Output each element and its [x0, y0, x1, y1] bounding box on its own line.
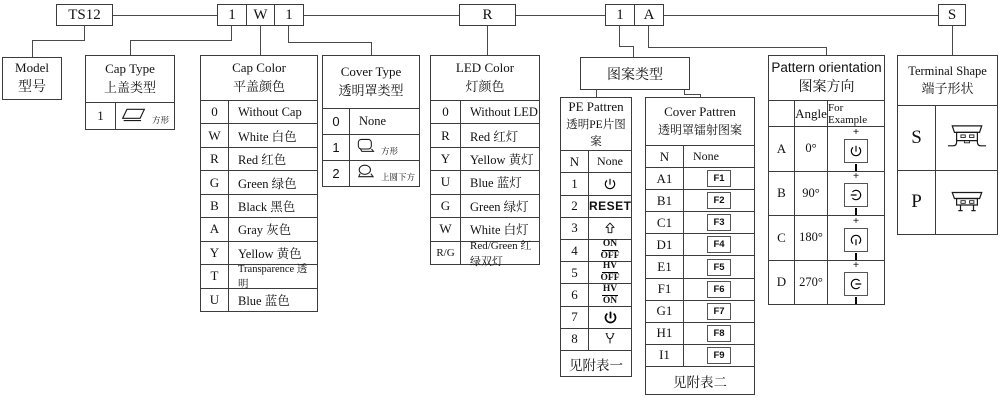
connector-line	[596, 90, 597, 97]
round-top-cover-icon	[354, 162, 380, 185]
table-row	[561, 284, 631, 306]
table-row	[646, 256, 754, 278]
fkey-box: F3	[707, 214, 731, 231]
table-row	[431, 171, 539, 194]
row-angle: 270°	[795, 261, 828, 305]
fkey-box: F4	[707, 236, 731, 253]
row-code: T	[201, 265, 229, 287]
cover-pattern-table	[645, 97, 755, 395]
up-arrow-icon	[589, 218, 631, 239]
table-row	[561, 173, 631, 195]
row-code: 2	[323, 161, 350, 186]
row-label: White 白色	[238, 129, 297, 144]
table-row	[431, 239, 539, 268]
connector-line	[32, 40, 85, 41]
row-code: R	[431, 124, 461, 146]
power-icon	[589, 173, 631, 194]
table-row	[769, 216, 884, 261]
row-angle: 0°	[795, 127, 828, 171]
row-label: Green 绿色	[238, 176, 297, 191]
connector-line	[84, 26, 85, 40]
row-code: R/G	[431, 242, 461, 264]
row-code: 0	[431, 101, 461, 123]
row-label: Yellow 黄色	[238, 246, 302, 261]
cap-type-title-en: Cap Type	[105, 61, 155, 77]
table-row	[201, 218, 317, 241]
code-box-cover-type: 1	[274, 4, 304, 26]
cover-pattern-title-en: Cover Pattren	[664, 104, 736, 120]
orientation-header-row	[769, 101, 884, 127]
row-code: I1	[646, 345, 684, 366]
row-code: G	[201, 171, 229, 193]
table-row	[561, 262, 631, 284]
connector-line	[684, 94, 701, 95]
led-color-title-en: LED Color	[455, 60, 515, 76]
row-code: G	[431, 195, 461, 217]
code-box-cap-color: W	[246, 4, 275, 26]
terminal-title-en: Terminal Shape	[908, 64, 987, 79]
connector-line	[619, 26, 620, 46]
table-row	[646, 279, 754, 301]
fkey-box: F2	[707, 192, 731, 209]
row-code: R	[201, 148, 229, 170]
terminal-title-zh: 端子形状	[921, 81, 974, 97]
table-row	[431, 148, 539, 171]
connector-line	[487, 26, 488, 55]
code-box-model: TS12	[56, 4, 113, 26]
fkey-box: F7	[707, 303, 731, 320]
fkey-box: F8	[707, 325, 731, 342]
fkey-box: F6	[707, 281, 731, 298]
connector-line	[952, 26, 953, 55]
row-code: 5	[561, 262, 589, 283]
row-code: W	[201, 124, 229, 146]
model-title-en: Model	[15, 59, 49, 75]
power-icon	[844, 139, 868, 163]
row-code: 4	[561, 240, 589, 261]
row-code: E1	[646, 256, 684, 277]
connector-line	[32, 40, 33, 57]
table-row	[646, 168, 754, 190]
row-code: P	[898, 171, 936, 235]
row-code: 8	[561, 329, 589, 350]
row-code: 0	[323, 109, 350, 134]
row-code: Y	[201, 242, 229, 264]
power-icon	[844, 228, 868, 252]
code-box-cap-type: 1	[217, 4, 247, 26]
table-row	[646, 212, 754, 234]
cap-type-row-label: 方形	[151, 115, 169, 125]
blank-cell	[769, 101, 795, 126]
lamp-icon	[589, 329, 631, 350]
table-row	[201, 289, 317, 311]
table-row	[431, 124, 539, 147]
code-box-pattern: 1	[605, 4, 635, 26]
row-code: U	[431, 171, 461, 193]
row-code: F1	[646, 279, 684, 300]
table-row	[898, 106, 997, 171]
orientation-table	[768, 55, 885, 305]
pattern-group-title: 图案类型	[607, 67, 663, 83]
row-label: Black 黑色	[238, 199, 296, 214]
example-column-header: For Example	[828, 101, 868, 126]
row-label: Blue 蓝色	[238, 293, 290, 308]
hv-off-label: $\frac{HV}{\text{OFF}}$	[600, 261, 620, 284]
row-code: N	[646, 146, 684, 167]
table-row	[201, 264, 317, 291]
row-label: 上圆下方	[381, 172, 416, 182]
angle-column-header: Angle	[795, 101, 828, 126]
fkey-box: F9	[707, 347, 731, 364]
row-code: H1	[646, 323, 684, 344]
table-row	[769, 172, 884, 217]
power-icon	[844, 183, 868, 207]
terminal-shape-table	[897, 55, 998, 235]
row-label: Gray 灰色	[238, 223, 292, 238]
cover-type-table	[322, 55, 420, 187]
orientation-title-zh: 图案方向	[798, 79, 855, 95]
row-code: A1	[646, 168, 684, 189]
row-label: Yellow 黄灯	[470, 153, 534, 168]
table-row	[769, 127, 884, 172]
row-code: B1	[646, 190, 684, 211]
row-label: Without Cap	[238, 104, 302, 119]
connector-line	[130, 40, 131, 55]
cap-type-code: 1	[86, 103, 116, 129]
row-code: D1	[646, 234, 684, 255]
connector-line	[633, 46, 634, 57]
row-label: RESET	[589, 199, 632, 214]
row-label: Red 红色	[238, 153, 287, 168]
pe-pattern-title-en: PE Pattren	[568, 99, 624, 114]
row-code: Y	[431, 148, 461, 170]
pe-pattern-table	[560, 97, 632, 377]
cap-type-table	[85, 55, 175, 130]
row-angle: 180°	[795, 216, 828, 260]
row-code: 7	[561, 307, 589, 328]
connector-line	[288, 26, 289, 42]
table-row	[201, 148, 317, 171]
code-box-led-color: R	[459, 4, 516, 26]
row-code: 1	[561, 173, 589, 194]
hv-on-label: $\frac{HV}{ON}$	[602, 283, 618, 306]
orientation-example-180deg: +	[844, 216, 868, 260]
pin-terminal-icon	[936, 171, 997, 235]
table-row	[561, 151, 631, 173]
model-title-zh: 型号	[18, 79, 46, 95]
table-row	[323, 161, 419, 186]
table-row	[323, 135, 419, 161]
row-label: Red/Green 红绿双灯	[470, 239, 532, 268]
on-off-label: $\frac{ON}{\text{OFF}}$	[600, 239, 620, 262]
row-label: None	[693, 149, 719, 164]
connector-line	[130, 40, 232, 41]
row-code: 0	[201, 101, 229, 123]
power-icon	[844, 272, 868, 296]
cap-color-title-en: Cap Color	[232, 60, 286, 76]
row-code: 2	[561, 196, 589, 217]
square-cover-icon	[354, 136, 380, 159]
row-code: W	[431, 218, 461, 240]
pe-pattern-footnote: 见附表一	[561, 350, 631, 376]
table-row	[646, 345, 754, 366]
connector-line	[648, 47, 827, 48]
table-row	[646, 146, 754, 168]
row-code: B	[201, 195, 229, 217]
connector-line	[619, 46, 634, 47]
connector-line	[288, 42, 372, 43]
table-row	[86, 103, 174, 129]
row-code: 6	[561, 284, 589, 305]
table-row	[201, 171, 317, 194]
square-cap-icon	[118, 105, 150, 128]
cover-type-title-zh: 透明罩类型	[338, 83, 404, 98]
row-label: White 白灯	[470, 223, 529, 238]
pattern-group-box	[580, 57, 690, 90]
fkey-box: F1	[707, 170, 731, 187]
table-row	[201, 101, 317, 124]
row-code: A	[201, 218, 229, 240]
orientation-example-0deg: +	[844, 127, 868, 171]
cover-pattern-title-zh: 透明罩镭射图案	[657, 123, 742, 138]
row-code: N	[561, 151, 589, 172]
connector-line	[371, 42, 372, 55]
fkey-box: F5	[707, 259, 731, 276]
row-label: Green 绿灯	[470, 199, 529, 214]
row-code: B	[769, 172, 795, 216]
row-code: U	[201, 289, 229, 311]
row-code: A	[769, 127, 795, 171]
table-row	[561, 218, 631, 240]
model-table	[2, 57, 62, 100]
row-label: None	[597, 154, 623, 169]
row-label: 方形	[381, 146, 399, 156]
table-row	[646, 234, 754, 256]
connector-line	[231, 26, 232, 40]
row-label: Transparence 透明	[238, 264, 308, 291]
row-angle: 90°	[795, 172, 828, 216]
code-box-orientation: A	[634, 4, 664, 26]
orientation-example-90deg: +	[844, 171, 868, 215]
row-code: C1	[646, 212, 684, 233]
cap-color-table	[200, 55, 318, 312]
table-row	[769, 261, 884, 305]
connector-line	[84, 15, 952, 16]
orientation-example-270deg: +	[844, 260, 868, 304]
table-row	[323, 109, 419, 135]
table-row	[561, 329, 631, 350]
row-code: 3	[561, 218, 589, 239]
table-row	[561, 196, 631, 218]
led-color-table	[430, 55, 540, 268]
table-row	[646, 301, 754, 323]
connector-line	[826, 47, 827, 55]
table-row	[898, 171, 997, 235]
row-code: 1	[323, 135, 350, 160]
table-row	[646, 323, 754, 345]
led-color-title-zh: 灯颜色	[465, 79, 505, 94]
smd-terminal-icon	[936, 106, 997, 170]
table-row	[431, 101, 539, 124]
connector-line	[260, 26, 261, 55]
row-label: Blue 蓝灯	[470, 176, 522, 191]
power-bold-icon	[589, 307, 631, 328]
row-label: None	[359, 114, 387, 128]
connector-line	[648, 26, 649, 47]
row-label: Red 红灯	[470, 129, 519, 144]
row-code: S	[898, 106, 936, 170]
orientation-title-en: Pattern orientation	[771, 60, 882, 76]
table-row	[201, 124, 317, 147]
table-row	[561, 307, 631, 329]
code-box-terminal: S	[938, 4, 966, 26]
cap-color-title-zh: 平盖颜色	[232, 79, 285, 94]
row-label: Without LED	[470, 104, 538, 119]
table-row	[646, 190, 754, 212]
table-row	[201, 195, 317, 218]
cover-type-title-en: Cover Type	[340, 64, 402, 80]
pe-pattern-title-zh: 透明PE片图案	[566, 118, 626, 148]
row-code: D	[769, 261, 795, 305]
row-code: C	[769, 216, 795, 260]
row-code: G1	[646, 301, 684, 322]
table-row	[561, 240, 631, 262]
cap-type-title-zh: 上盖类型	[103, 80, 156, 95]
cover-pattern-footnote: 见附表二	[646, 366, 754, 394]
table-row	[431, 195, 539, 218]
